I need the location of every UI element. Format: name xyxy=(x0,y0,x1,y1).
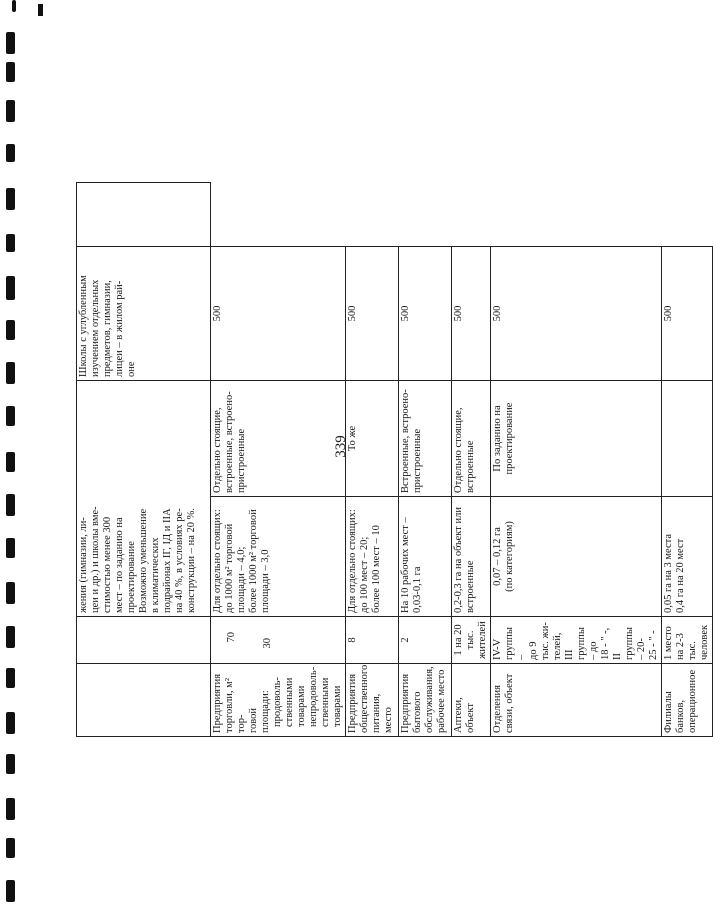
area-line: на 40 %, в условиях ре- xyxy=(174,508,185,613)
radius-cell xyxy=(491,247,662,381)
object-cell xyxy=(399,664,452,737)
area-cell xyxy=(491,497,662,617)
radius-value: 500 xyxy=(347,305,358,322)
placement-line: пристроенные xyxy=(412,428,423,493)
area-line: мест – по заданию на xyxy=(114,517,125,613)
table-row xyxy=(491,183,662,737)
binder-mark xyxy=(6,144,15,162)
placement-line: То же xyxy=(347,425,358,452)
area-line: жения (гимназии, ли- xyxy=(78,517,89,613)
area-line: более 100 мест – 10 xyxy=(371,525,382,613)
table-wrapper xyxy=(76,183,710,737)
placement-line: Школы с углубленным xyxy=(78,275,89,377)
placement-line: встроенные xyxy=(465,440,476,493)
radius-value: 500 xyxy=(400,305,411,322)
binder-mark xyxy=(6,838,15,858)
binder-mark xyxy=(6,452,15,472)
binder-mark xyxy=(6,754,15,774)
norm-value: 2 xyxy=(400,637,411,643)
object-line: торговли, м² тор- xyxy=(224,678,247,733)
area-line: 0,07 – 0,12 га xyxy=(492,527,503,586)
norm-cell xyxy=(399,617,452,664)
binder-mark xyxy=(6,538,15,558)
object-line: рабочее место xyxy=(436,669,447,733)
binder-mark xyxy=(6,188,15,210)
area-line: Для отдельно стоящих: xyxy=(212,509,223,613)
binder-mark xyxy=(6,668,15,688)
area-line: (по категориям) xyxy=(504,521,515,592)
area-line: встроенные xyxy=(465,560,476,613)
object-line: непродоволь- xyxy=(308,666,319,727)
table-row xyxy=(77,183,211,737)
binder-mark xyxy=(6,798,15,820)
placement-line: предметов, гимназии, xyxy=(102,280,113,377)
placement-line: встроенные, встроено- xyxy=(224,391,235,493)
area-line: 0,05 га на 3 места xyxy=(663,534,674,613)
placement-line: Отдельно стоящие, xyxy=(453,407,464,493)
placement-cell xyxy=(662,381,713,497)
area-cell xyxy=(346,497,399,617)
standards-table xyxy=(76,182,713,737)
norm-cell xyxy=(662,617,713,664)
radius-cell xyxy=(452,247,491,381)
radius-cell xyxy=(77,183,211,247)
norm-line: до 9 тыс. жи- xyxy=(528,622,551,660)
norm-line: IV-V группы – xyxy=(492,627,527,660)
norm-line: 25 - " - xyxy=(648,630,659,660)
norm-line: тыс. человек xyxy=(687,624,710,660)
placement-line: Отдельно стоящие, xyxy=(212,407,223,493)
norm-line: 1 место на 2-3 xyxy=(663,626,686,660)
binder-mark xyxy=(6,494,15,516)
placement-cell xyxy=(452,381,491,497)
table-row xyxy=(399,183,452,737)
norm-value: 30 xyxy=(262,638,273,649)
radius-value: 500 xyxy=(492,305,503,322)
object-line: товарами xyxy=(296,685,307,727)
placement-cell xyxy=(346,381,399,497)
norm-value: 70 xyxy=(226,632,237,643)
scan-tick-mark xyxy=(38,4,43,16)
area-line: стимостью менее 300 xyxy=(102,516,113,613)
area-line: до 1000 м² торговой xyxy=(224,523,235,613)
area-line: 0,2-0,3 га на объект или xyxy=(453,507,464,613)
radius-value: 500 xyxy=(453,305,464,322)
radius-cell xyxy=(399,247,452,381)
area-cell xyxy=(399,497,452,617)
object-line: Аптеки, объект xyxy=(453,697,476,733)
area-line: до 100 мест – 20; xyxy=(359,536,370,613)
object-cell xyxy=(346,664,399,737)
radius-value: 500 xyxy=(212,305,223,322)
object-line: говой площади: xyxy=(248,690,271,733)
norm-cell xyxy=(77,617,211,664)
radius-cell xyxy=(346,247,399,381)
binder-mark xyxy=(6,32,15,54)
placement-line: По заданию на xyxy=(492,405,503,472)
norm-line: жителей xyxy=(477,621,488,659)
object-cell xyxy=(77,664,211,737)
binder-mark xyxy=(6,100,15,122)
placement-line: проектирование xyxy=(504,402,515,475)
area-line: площади – 4,0; xyxy=(236,546,247,613)
norm-line: 1 на 20 тыс. xyxy=(453,624,476,656)
binder-mark xyxy=(6,362,15,384)
table-row xyxy=(662,183,713,737)
area-cell xyxy=(662,497,713,617)
object-line: Отделения xyxy=(492,684,503,733)
binder-mark xyxy=(6,626,15,648)
norm-line: II группы – 20- xyxy=(612,627,647,660)
placement-line: изучением отдельных xyxy=(90,279,101,377)
binder-mark xyxy=(6,62,15,82)
object-line: продоволь- xyxy=(272,677,283,727)
area-line: Возможно уменьшение xyxy=(138,508,149,613)
norm-value: 8 xyxy=(347,637,358,643)
area-line: цеи и др.) и школы вме- xyxy=(90,506,101,613)
placement-cell xyxy=(399,381,452,497)
object-line: общественного xyxy=(359,664,370,733)
area-cell xyxy=(77,381,211,617)
rotated-table-frame xyxy=(76,183,710,737)
table-row xyxy=(452,183,491,737)
radius-cell xyxy=(662,247,713,381)
object-line: Предприятия xyxy=(400,673,411,733)
placement-cell xyxy=(491,381,662,497)
object-line: бытового xyxy=(412,691,423,733)
object-cell xyxy=(211,664,346,737)
object-line: ственными xyxy=(320,677,331,727)
object-cell xyxy=(662,664,713,737)
norm-cell xyxy=(346,617,399,664)
radius-value: 500 xyxy=(663,305,674,322)
binder-mark xyxy=(6,406,15,426)
placement-line: оне xyxy=(126,361,137,377)
norm-cell xyxy=(491,617,662,664)
area-line: проектирование xyxy=(126,541,137,613)
area-cell xyxy=(452,497,491,617)
norm-line: телей, xyxy=(552,632,563,660)
binder-mark xyxy=(6,276,15,300)
binder-mark xyxy=(6,582,15,604)
norm-line: III группы – до xyxy=(564,627,599,660)
placement-cell xyxy=(77,247,211,381)
area-line: 0,4 га на 20 мест xyxy=(675,538,686,613)
binder-mark xyxy=(6,712,15,734)
area-line: подрайонах IГ, IД и IIА xyxy=(162,508,173,613)
object-line: Предприятия xyxy=(347,673,358,733)
area-line: Для отдельно стоящих: xyxy=(347,509,358,613)
norm-cell xyxy=(211,617,346,664)
placement-line: Встроенные, встроено- xyxy=(400,389,411,493)
placement-line: пристроенные xyxy=(236,428,247,493)
object-line: обслуживания, xyxy=(424,666,435,733)
area-line: конструкции – на 20 %. xyxy=(186,507,197,613)
object-cell xyxy=(452,664,491,737)
object-line: Филиалы банков, xyxy=(663,691,686,733)
object-line: Предприятия xyxy=(212,673,223,733)
object-line: связи, объект xyxy=(504,673,515,733)
area-line: площади – 3,0 xyxy=(260,549,271,613)
norm-line: 18 - " -, xyxy=(600,627,611,660)
binder-mark xyxy=(6,880,15,902)
table-row xyxy=(211,183,346,737)
object-line: ственными xyxy=(284,677,295,727)
placement-line: лицеи – в жилом рай- xyxy=(114,280,125,377)
object-line: товарами xyxy=(332,685,343,727)
binder-mark xyxy=(12,0,16,12)
object-line: операционное xyxy=(687,669,698,733)
object-line: питания, место xyxy=(371,693,394,733)
page-number: 339 xyxy=(332,435,349,458)
object-cell xyxy=(491,664,662,737)
area-line: более 1000 м² торговой xyxy=(248,509,259,613)
table-row xyxy=(346,183,399,737)
area-line: 0,03-0,1 га xyxy=(412,566,423,613)
binder-mark xyxy=(6,320,15,340)
radius-cell xyxy=(211,247,346,381)
area-line: На 10 рабочих мест – xyxy=(400,517,411,613)
placement-cell xyxy=(211,381,346,497)
area-line: в климатических xyxy=(150,537,161,613)
binder-mark xyxy=(6,234,15,252)
norm-cell xyxy=(452,617,491,664)
area-cell xyxy=(211,497,346,617)
